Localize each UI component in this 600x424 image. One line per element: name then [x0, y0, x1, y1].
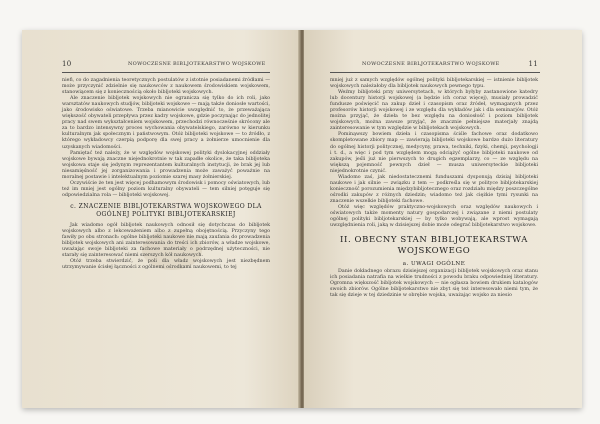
right-page-header — [304, 60, 582, 70]
paragraph: mniej już z samych względów ogólnej polityki bibljotekarskiej — istnienie bibljotek wojskowych należałoby dla bibljotek naukowych pewnego typu. — [330, 78, 538, 90]
left-text-column — [62, 78, 270, 271]
paragraph: Jak wiadomo ogół bibljotek naukowych odnosił się dotychczas do bibljotek wojskowych albo z lekceważeniem albo z zupełną obojętnością. Przyczyny tego fawiły po obu stronach: ogólne bibljoteki naukowe nie mają zaufania do prowadzenia bibljotek wojskowych ani zainteresowania do treści ich zbiorów, a władze wojskowe, uważając swoje bibljoteki za fachowe materiały o podrzędnej użyteczności, nie starały się zainteresować niemi szerszych kół naukowych. — [62, 222, 270, 259]
header-rule-left — [62, 72, 270, 73]
running-head-right: NOWOCZESNE BIBLJOTEKARSTWO WOJSKOWE — [362, 61, 500, 67]
right-page — [304, 30, 582, 408]
page-number-left: 10 — [62, 60, 72, 68]
page-number-right: 11 — [528, 60, 538, 68]
left-page — [22, 30, 300, 408]
right-text-column — [330, 78, 538, 299]
running-head-left: NOWOCZESNE BIBLJOTEKARSTWO WOJSKOWE — [128, 61, 266, 67]
paragraph: niefi, co do zagadnienia teoretycznych postulatów z istotnie posiadanemi źródłami — może przyczynić zdzielnie się naukowców z naukowem środowiskiem wojskowem, stanowiącem się z koniecznością około bibljoteki wojskowych. — [62, 78, 270, 96]
header-rule-right — [330, 72, 540, 73]
paragraph: Pamiętać też należy, że w względów wojskowej polityki dyslokacyjnej oddziały wojskowe bywają znaczne niejednokrotnie w tak zapadłe okolice, że taka bibljoteka wojskowa staje się jedynym reprezentantem kulturalnych instytucji, że brak jej lub niesamięśność jej zorganizowania i prowadzenia może zaważyć poważnie na moralnej postawie i intelektualnym poziomie szarej masy żołnierskiej. — [62, 150, 270, 180]
paragraph: Ale znaczenie bibljotek wojskowych nie ogranicza się tylko do ich roli, jako warsztatów naukowych studjów, bibljoteki wojskowe — mają także doniosłe wartości, jako środowisko oświatowe. Trzeba mianowicie uwzględnić to, że przeważająca większość obywateli przepływa przez kadry wojskowe, gdzie poczynając do jednolitej pracy nad swem wykształceniem wojskowem, przechodzi równocześnie skrócony ale za to bardzo intensywny proces wychowania obywatelskiego, zarówno w kierunku kulturalnym jak społecznym i państwowym. Otóż bibljoteki wojskowe — to źródło, z którego wykładowcy czerpią podporę dla swej pracy a żołnierze umocnienie dla uzyskanych wiadomości. — [62, 96, 270, 150]
section-heading-c: c. ZNACZENIE BIBLJOTEKARSTWA WOJSKOWEGO DLA OGÓLNEJ POLITYKI BIBLJOTEKARSKIEJ — [70, 202, 262, 218]
section-heading-ii: II. OBECNY STAN BIBLJOTEKARSTWA WOJSKOWEGO — [340, 235, 528, 257]
left-page-header — [22, 60, 300, 70]
sub-heading-a: a. UWAGI OGÓLNE — [402, 261, 466, 268]
paragraph: Otóż trzeba stwierdzić, że poli dla władz wojskowych jest niezbędnem utrzymywanie ścisłej łączności z ogólnemi ośrodkami naukowemi, to tej — [62, 259, 270, 271]
paragraph: Danie dokładnego obrazu dzisiejszej organizacji bibljotek wojskowych oraz stanu ich posiadania natrafia na wielkie trudności z powodu braku odpowiedniej literatury. Ogromna większość bibljotek wojskowych — nie ogłasza bowiem drukiem katalogów swoich zbiorów. Ogólne bibljotekarstwo nie zbyt się też interesowało niemi tym, że tak się dzieje w tej dziedzinie w obrębie wojska, uważając wojsko za niesio — [330, 269, 538, 299]
paragraph: Wiadomo zaś, jak niedostatecznemi funduszami dysponują dzisiaj bibljoteki naukowe i jak silnie — związku z tem — podkreśla się w polityce bibljotekarskiej konieczność porozumienia międzybibljotecznego oraz rozdziału między poszczególne ośrodki zakupów z różnych dziedzin; wiadomo też jak ciężkie tymi rysunki na znaczenie wszelkie bibljoteki fachowe. — [330, 174, 538, 204]
paragraph: Weźmy bibljoteki przy uniwersytetach, w których byłyby zastanowione katedry lub docentury historji wojskowej (a będzie ich coraz więcej), musiały prowadzić fundusze poświęcić na zakup dzieł i czasopism oraz źródeł, wymaganych przez profesorów historji wojskowej i ze względu dla wykładów jak i dla seminarjów. Otóż można przyjąć, że dzieła te bez względu na doniosłość i poziom bibljotek wojskowych, można zawsze przyjąć, że znacznie pełniejsze materjały znajdą zainteresowanie w tym względzie w bibljotekach wojskowych. — [330, 90, 538, 132]
paragraph: Oczywiście że ten jest więcej podhamowym środowisk i pomocy oświatowych, lub też im mniej jest ogólny poziom kulturalny obywateli — tem silniej potęguje się odpowiedzialna rola — bibljoteki wojskowej. — [62, 180, 270, 198]
paragraph: Pominąwszy bowiem dzieła i czasopisma ściśle fachowe oraz dodatkowo skompletowane zbiory map — zawierają bibljoteki wojskowe bardzo dużo literatury do ogólnej historji politycznej, medycyny, prawa, techniki, fizyki, chemji, psychologji i t. d., a więc i pod tym względem mogą odciążyć ogólne bibljoteki naukowe od zakupów, jeśli już nie pierwszych to drugich egzemplarzy, co — ze względu na większą pojemność pewnych dzieł — musza uniwersyteckie bibljoteki niejednokrotnie czynić. — [330, 132, 538, 174]
paragraph: Otóż więc względów praktyczno-wojskowych oraz względów naukowych i oświatowych także momenty natury gospodarczej i związane z niemi postulaty ogólnej polityki bibljotekarskiej — by tylko wobywają, ale wprost wymagają uwzględnienia roli, jaką w dzisiejszej dobie może odegrać bibljotekarstwo wojskowe. — [330, 204, 538, 229]
open-book — [22, 30, 582, 408]
